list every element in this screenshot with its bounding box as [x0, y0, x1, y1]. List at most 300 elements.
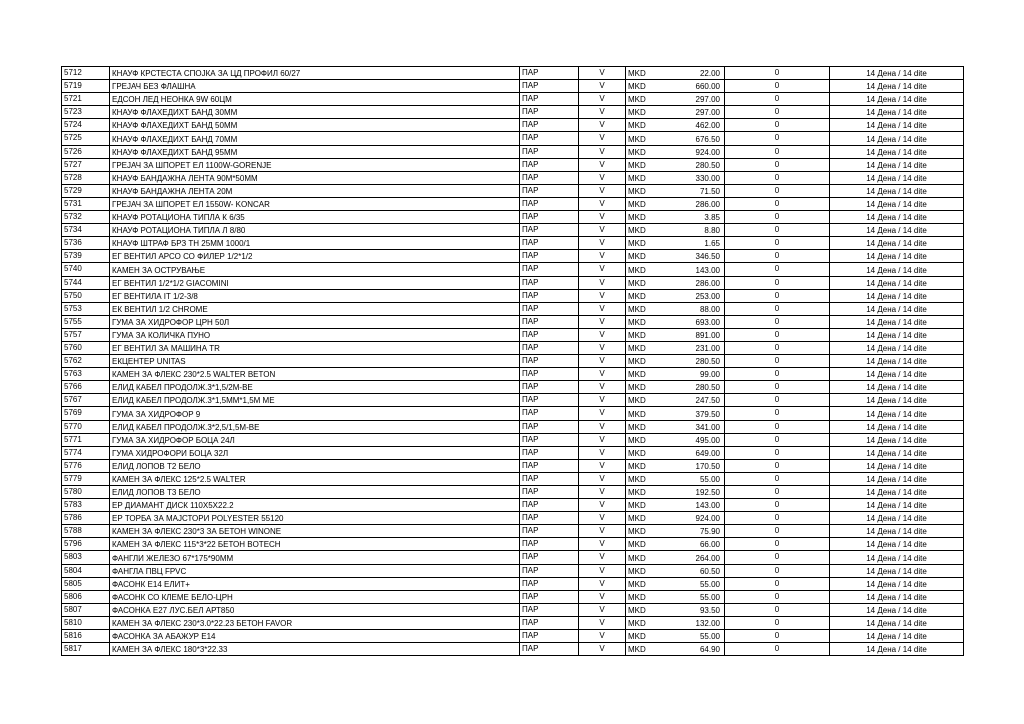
- delivery-term-cell: 14 Дена / 14 dite: [830, 368, 964, 381]
- table-row: [62, 211, 964, 224]
- unit-cell: ПАР: [520, 407, 579, 420]
- delivery-term-cell: 14 Дена / 14 dite: [830, 302, 964, 315]
- delivery-term-cell: 14 Дена / 14 dite: [830, 472, 964, 485]
- delivery-term-cell: 14 Дена / 14 dite: [830, 499, 964, 512]
- item-code-cell: 5776: [62, 459, 110, 472]
- quantity-cell: 0: [725, 355, 830, 368]
- table-row: [62, 276, 964, 289]
- currency-cell: MKD: [626, 643, 662, 656]
- quantity-cell: 0: [725, 538, 830, 551]
- delivery-term-cell: 14 Дена / 14 dite: [830, 197, 964, 210]
- currency-cell: MKD: [626, 119, 662, 132]
- unit-cell: ПАР: [520, 499, 579, 512]
- item-code-cell: 5712: [62, 67, 110, 80]
- currency-cell: MKD: [626, 184, 662, 197]
- currency-cell: MKD: [626, 420, 662, 433]
- delivery-term-cell: 14 Дена / 14 dite: [830, 315, 964, 328]
- vat-cell: V: [579, 263, 626, 276]
- price-cell: 253.00: [662, 289, 725, 302]
- currency-cell: MKD: [626, 132, 662, 145]
- item-code-cell: 5804: [62, 564, 110, 577]
- vat-cell: V: [579, 525, 626, 538]
- quantity-cell: 0: [725, 616, 830, 629]
- delivery-term-cell: 14 Дена / 14 dite: [830, 158, 964, 171]
- delivery-term-cell: 14 Дена / 14 dite: [830, 407, 964, 420]
- item-code-cell: 5763: [62, 368, 110, 381]
- delivery-term-cell: 14 Дена / 14 dite: [830, 538, 964, 551]
- quantity-cell: 0: [725, 224, 830, 237]
- currency-cell: MKD: [626, 211, 662, 224]
- vat-cell: V: [579, 446, 626, 459]
- item-name-cell: ФАСОНК Е14 ЕЛИТ+: [110, 577, 520, 590]
- item-name-cell: ГУМА ХИДРОФОРИ БОЦА 32Л: [110, 446, 520, 459]
- item-code-cell: 5807: [62, 603, 110, 616]
- vat-cell: V: [579, 276, 626, 289]
- currency-cell: MKD: [626, 171, 662, 184]
- table-row: [62, 67, 964, 80]
- currency-cell: MKD: [626, 263, 662, 276]
- delivery-term-cell: 14 Дена / 14 dite: [830, 616, 964, 629]
- item-name-cell: ГУМА ЗА ХИДРОФОР ЦРН 50Л: [110, 315, 520, 328]
- quantity-cell: 0: [725, 315, 830, 328]
- currency-cell: MKD: [626, 145, 662, 158]
- delivery-term-cell: 14 Дена / 14 dite: [830, 341, 964, 354]
- price-cell: 99.00: [662, 368, 725, 381]
- price-cell: 297.00: [662, 106, 725, 119]
- price-cell: 143.00: [662, 499, 725, 512]
- table-row: [62, 590, 964, 603]
- price-cell: 280.50: [662, 158, 725, 171]
- vat-cell: V: [579, 420, 626, 433]
- currency-cell: MKD: [626, 630, 662, 643]
- item-code-cell: 5726: [62, 145, 110, 158]
- delivery-term-cell: 14 Дена / 14 dite: [830, 263, 964, 276]
- currency-cell: MKD: [626, 197, 662, 210]
- vat-cell: V: [579, 145, 626, 158]
- vat-cell: V: [579, 67, 626, 80]
- item-name-cell: ЕЛИД ЛОПОВ Т2 БЕЛО: [110, 459, 520, 472]
- unit-cell: ПАР: [520, 328, 579, 341]
- delivery-term-cell: 14 Дена / 14 dite: [830, 67, 964, 80]
- unit-cell: ПАР: [520, 643, 579, 656]
- unit-cell: ПАР: [520, 603, 579, 616]
- price-cell: 75.90: [662, 525, 725, 538]
- delivery-term-cell: 14 Дена / 14 dite: [830, 106, 964, 119]
- vat-cell: V: [579, 171, 626, 184]
- vat-cell: V: [579, 486, 626, 499]
- delivery-term-cell: 14 Дена / 14 dite: [830, 132, 964, 145]
- table-row: [62, 224, 964, 237]
- item-code-cell: 5766: [62, 381, 110, 394]
- vat-cell: V: [579, 590, 626, 603]
- vat-cell: V: [579, 328, 626, 341]
- item-code-cell: 5725: [62, 132, 110, 145]
- unit-cell: ПАР: [520, 355, 579, 368]
- currency-cell: MKD: [626, 616, 662, 629]
- currency-cell: MKD: [626, 512, 662, 525]
- item-name-cell: ЕР ТОРБА ЗА МАЈСТОРИ POLYESTER 55120: [110, 512, 520, 525]
- vat-cell: V: [579, 603, 626, 616]
- table-row: [62, 145, 964, 158]
- item-name-cell: ЕГ ВЕНТИЛ 1/2*1/2 GIACOMINI: [110, 276, 520, 289]
- unit-cell: ПАР: [520, 237, 579, 250]
- currency-cell: MKD: [626, 446, 662, 459]
- table-row: [62, 577, 964, 590]
- item-name-cell: ЕГ ВЕНТИЛ АРСО СО ФИЛЕР 1/2*1/2: [110, 250, 520, 263]
- unit-cell: ПАР: [520, 158, 579, 171]
- table-row: [62, 472, 964, 485]
- currency-cell: MKD: [626, 302, 662, 315]
- price-cell: 495.00: [662, 433, 725, 446]
- vat-cell: V: [579, 381, 626, 394]
- vat-cell: V: [579, 459, 626, 472]
- price-cell: 346.50: [662, 250, 725, 263]
- table-row: [62, 525, 964, 538]
- price-cell: 88.00: [662, 302, 725, 315]
- unit-cell: ПАР: [520, 276, 579, 289]
- item-name-cell: КАМЕН ЗА ФЛЕКС 180*3*22.33: [110, 643, 520, 656]
- item-code-cell: 5805: [62, 577, 110, 590]
- item-name-cell: ГРЕЈАЧ БЕЗ ФЛАШНА: [110, 80, 520, 93]
- currency-cell: MKD: [626, 355, 662, 368]
- unit-cell: ПАР: [520, 197, 579, 210]
- item-code-cell: 5780: [62, 486, 110, 499]
- unit-cell: ПАР: [520, 538, 579, 551]
- price-cell: 649.00: [662, 446, 725, 459]
- unit-cell: ПАР: [520, 577, 579, 590]
- price-cell: 462.00: [662, 119, 725, 132]
- delivery-term-cell: 14 Дена / 14 dite: [830, 276, 964, 289]
- item-name-cell: КАМЕН ЗА ФЛЕКС 115*3*22 БЕТОН BOTECH: [110, 538, 520, 551]
- currency-cell: MKD: [626, 486, 662, 499]
- unit-cell: ПАР: [520, 368, 579, 381]
- currency-cell: MKD: [626, 93, 662, 106]
- currency-cell: MKD: [626, 328, 662, 341]
- vat-cell: V: [579, 341, 626, 354]
- table-row: [62, 381, 964, 394]
- price-list-table: [61, 66, 964, 656]
- item-code-cell: 5817: [62, 643, 110, 656]
- quantity-cell: 0: [725, 276, 830, 289]
- quantity-cell: 0: [725, 263, 830, 276]
- quantity-cell: 0: [725, 486, 830, 499]
- item-code-cell: 5788: [62, 525, 110, 538]
- item-name-cell: КНАУФ ФЛАХЕДИХТ БАНД 70ММ: [110, 132, 520, 145]
- vat-cell: V: [579, 616, 626, 629]
- table-row: [62, 564, 964, 577]
- item-code-cell: 5732: [62, 211, 110, 224]
- item-name-cell: ЕЛИД ЛОПОВ Т3 БЕЛО: [110, 486, 520, 499]
- unit-cell: ПАР: [520, 250, 579, 263]
- quantity-cell: 0: [725, 184, 830, 197]
- item-name-cell: КНАУФ РОТАЦИОНА ТИПЛА Л 8/80: [110, 224, 520, 237]
- price-cell: 55.00: [662, 590, 725, 603]
- price-cell: 341.00: [662, 420, 725, 433]
- price-cell: 22.00: [662, 67, 725, 80]
- table-row: [62, 420, 964, 433]
- quantity-cell: 0: [725, 603, 830, 616]
- item-code-cell: 5771: [62, 433, 110, 446]
- price-cell: 924.00: [662, 512, 725, 525]
- price-cell: 693.00: [662, 315, 725, 328]
- quantity-cell: 0: [725, 80, 830, 93]
- currency-cell: MKD: [626, 315, 662, 328]
- quantity-cell: 0: [725, 328, 830, 341]
- table-row: [62, 93, 964, 106]
- table-row: [62, 289, 964, 302]
- item-name-cell: КАМЕН ЗА ФЛЕКС 230*3.0*22.23 БЕТОН FAVOR: [110, 616, 520, 629]
- quantity-cell: 0: [725, 132, 830, 145]
- unit-cell: ПАР: [520, 263, 579, 276]
- vat-cell: V: [579, 355, 626, 368]
- table-row: [62, 368, 964, 381]
- delivery-term-cell: 14 Дена / 14 dite: [830, 446, 964, 459]
- price-cell: 660.00: [662, 80, 725, 93]
- quantity-cell: 0: [725, 564, 830, 577]
- item-name-cell: КАМЕН ЗА ФЛЕКС 230*3 ЗА БЕТОН WINONE: [110, 525, 520, 538]
- item-name-cell: КНАУФ БАНДАЖНА ЛЕНТА 20М: [110, 184, 520, 197]
- quantity-cell: 0: [725, 67, 830, 80]
- delivery-term-cell: 14 Дена / 14 dite: [830, 237, 964, 250]
- table-row: [62, 499, 964, 512]
- item-name-cell: КНАУФ ФЛАХЕДИХТ БАНД 95ММ: [110, 145, 520, 158]
- delivery-term-cell: 14 Дена / 14 dite: [830, 590, 964, 603]
- quantity-cell: 0: [725, 433, 830, 446]
- unit-cell: ПАР: [520, 525, 579, 538]
- item-code-cell: 5750: [62, 289, 110, 302]
- delivery-term-cell: 14 Дена / 14 dite: [830, 420, 964, 433]
- delivery-term-cell: 14 Дена / 14 dite: [830, 525, 964, 538]
- quantity-cell: 0: [725, 459, 830, 472]
- unit-cell: ПАР: [520, 289, 579, 302]
- delivery-term-cell: 14 Дена / 14 dite: [830, 145, 964, 158]
- table-row: [62, 394, 964, 407]
- delivery-term-cell: 14 Дена / 14 dite: [830, 80, 964, 93]
- table-row: [62, 355, 964, 368]
- item-code-cell: 5719: [62, 80, 110, 93]
- unit-cell: ПАР: [520, 132, 579, 145]
- table-row: [62, 407, 964, 420]
- currency-cell: MKD: [626, 538, 662, 551]
- item-name-cell: ФАСОНКА ЗА АБАЖУР Е14: [110, 630, 520, 643]
- price-cell: 297.00: [662, 93, 725, 106]
- item-name-cell: ЕЛИД КАБЕЛ ПРОДОЛЖ.3*1,5/2М-ВЕ: [110, 381, 520, 394]
- unit-cell: ПАР: [520, 420, 579, 433]
- vat-cell: V: [579, 512, 626, 525]
- price-cell: 170.50: [662, 459, 725, 472]
- price-cell: 3.85: [662, 211, 725, 224]
- delivery-term-cell: 14 Дена / 14 dite: [830, 564, 964, 577]
- quantity-cell: 0: [725, 512, 830, 525]
- item-code-cell: 5734: [62, 224, 110, 237]
- item-code-cell: 5786: [62, 512, 110, 525]
- unit-cell: ПАР: [520, 630, 579, 643]
- table-row: [62, 603, 964, 616]
- item-name-cell: КНАУФ РОТАЦИОНА ТИПЛА К 6/35: [110, 211, 520, 224]
- item-name-cell: ГРЕЈАЧ ЗА ШПОРЕТ ЕЛ 1100W-GORENJE: [110, 158, 520, 171]
- delivery-term-cell: 14 Дена / 14 dite: [830, 184, 964, 197]
- table-row: [62, 630, 964, 643]
- item-code-cell: 5769: [62, 407, 110, 420]
- price-cell: 64.90: [662, 643, 725, 656]
- unit-cell: ПАР: [520, 145, 579, 158]
- delivery-term-cell: 14 Дена / 14 dite: [830, 603, 964, 616]
- quantity-cell: 0: [725, 499, 830, 512]
- price-cell: 66.00: [662, 538, 725, 551]
- delivery-term-cell: 14 Дена / 14 dite: [830, 512, 964, 525]
- item-name-cell: КАМЕН ЗА ФЛЕКС 125*2.5 WALTER: [110, 472, 520, 485]
- delivery-term-cell: 14 Дена / 14 dite: [830, 250, 964, 263]
- table-row: [62, 446, 964, 459]
- item-code-cell: 5770: [62, 420, 110, 433]
- unit-cell: ПАР: [520, 512, 579, 525]
- currency-cell: MKD: [626, 224, 662, 237]
- currency-cell: MKD: [626, 237, 662, 250]
- item-name-cell: ЕЛИД КАБЕЛ ПРОДОЛЖ.3*2,5/1,5М-ВЕ: [110, 420, 520, 433]
- item-code-cell: 5796: [62, 538, 110, 551]
- vat-cell: V: [579, 643, 626, 656]
- item-code-cell: 5736: [62, 237, 110, 250]
- quantity-cell: 0: [725, 211, 830, 224]
- currency-cell: MKD: [626, 368, 662, 381]
- vat-cell: V: [579, 237, 626, 250]
- currency-cell: MKD: [626, 459, 662, 472]
- currency-cell: MKD: [626, 394, 662, 407]
- vat-cell: V: [579, 289, 626, 302]
- quantity-cell: 0: [725, 551, 830, 564]
- vat-cell: V: [579, 224, 626, 237]
- vat-cell: V: [579, 499, 626, 512]
- vat-cell: V: [579, 407, 626, 420]
- quantity-cell: 0: [725, 237, 830, 250]
- currency-cell: MKD: [626, 289, 662, 302]
- price-cell: 93.50: [662, 603, 725, 616]
- currency-cell: MKD: [626, 276, 662, 289]
- unit-cell: ПАР: [520, 224, 579, 237]
- quantity-cell: 0: [725, 368, 830, 381]
- vat-cell: V: [579, 93, 626, 106]
- table-row: [62, 486, 964, 499]
- item-name-cell: ЕК ВЕНТИЛ 1/2 CHROME: [110, 302, 520, 315]
- unit-cell: ПАР: [520, 93, 579, 106]
- table-row: [62, 459, 964, 472]
- item-name-cell: КНАУФ ФЛАХЕДИХТ БАНД 50ММ: [110, 119, 520, 132]
- delivery-term-cell: 14 Дена / 14 dite: [830, 93, 964, 106]
- quantity-cell: 0: [725, 93, 830, 106]
- item-code-cell: 5739: [62, 250, 110, 263]
- currency-cell: MKD: [626, 381, 662, 394]
- price-cell: 676.50: [662, 132, 725, 145]
- currency-cell: MKD: [626, 433, 662, 446]
- price-cell: 55.00: [662, 472, 725, 485]
- item-name-cell: ФАСОНК СО КЛЕМЕ БЕЛО-ЦРН: [110, 590, 520, 603]
- item-code-cell: 5724: [62, 119, 110, 132]
- item-code-cell: 5767: [62, 394, 110, 407]
- unit-cell: ПАР: [520, 184, 579, 197]
- currency-cell: MKD: [626, 106, 662, 119]
- item-name-cell: ЕР ДИАМАНТ ДИСК 110X5X22.2: [110, 499, 520, 512]
- price-cell: 8.80: [662, 224, 725, 237]
- currency-cell: MKD: [626, 472, 662, 485]
- quantity-cell: 0: [725, 525, 830, 538]
- item-code-cell: 5806: [62, 590, 110, 603]
- vat-cell: V: [579, 394, 626, 407]
- item-name-cell: ФАНГЛИ ЖЕЛЕЗО 67*175*90ММ: [110, 551, 520, 564]
- item-code-cell: 5783: [62, 499, 110, 512]
- delivery-term-cell: 14 Дена / 14 dite: [830, 577, 964, 590]
- vat-cell: V: [579, 564, 626, 577]
- vat-cell: V: [579, 538, 626, 551]
- unit-cell: ПАР: [520, 486, 579, 499]
- delivery-term-cell: 14 Дена / 14 dite: [830, 459, 964, 472]
- item-code-cell: 5760: [62, 341, 110, 354]
- currency-cell: MKD: [626, 80, 662, 93]
- delivery-term-cell: 14 Дена / 14 dite: [830, 211, 964, 224]
- item-code-cell: 5731: [62, 197, 110, 210]
- vat-cell: V: [579, 551, 626, 564]
- quantity-cell: 0: [725, 158, 830, 171]
- currency-cell: MKD: [626, 250, 662, 263]
- table-row: [62, 616, 964, 629]
- table-row: [62, 197, 964, 210]
- vat-cell: V: [579, 197, 626, 210]
- quantity-cell: 0: [725, 472, 830, 485]
- table-row: [62, 302, 964, 315]
- quantity-cell: 0: [725, 643, 830, 656]
- unit-cell: ПАР: [520, 106, 579, 119]
- unit-cell: ПАР: [520, 564, 579, 577]
- price-cell: 71.50: [662, 184, 725, 197]
- unit-cell: ПАР: [520, 394, 579, 407]
- item-name-cell: КНАУФ БАНДАЖНА ЛЕНТА 90М*50ММ: [110, 171, 520, 184]
- item-code-cell: 5729: [62, 184, 110, 197]
- quantity-cell: 0: [725, 407, 830, 420]
- table-row: [62, 328, 964, 341]
- price-cell: 247.50: [662, 394, 725, 407]
- item-code-cell: 5816: [62, 630, 110, 643]
- unit-cell: ПАР: [520, 381, 579, 394]
- vat-cell: V: [579, 577, 626, 590]
- table-row: [62, 250, 964, 263]
- delivery-term-cell: 14 Дена / 14 dite: [830, 328, 964, 341]
- vat-cell: V: [579, 250, 626, 263]
- currency-cell: MKD: [626, 577, 662, 590]
- currency-cell: MKD: [626, 407, 662, 420]
- item-code-cell: 5779: [62, 472, 110, 485]
- price-cell: 143.00: [662, 263, 725, 276]
- quantity-cell: 0: [725, 381, 830, 394]
- item-name-cell: ГУМА ЗА КОЛИЧКА ПУНО: [110, 328, 520, 341]
- item-name-cell: ГУМА ЗА ХИДРОФОР БОЦА 24Л: [110, 433, 520, 446]
- item-code-cell: 5803: [62, 551, 110, 564]
- vat-cell: V: [579, 630, 626, 643]
- price-cell: 132.00: [662, 616, 725, 629]
- vat-cell: V: [579, 80, 626, 93]
- item-code-cell: 5740: [62, 263, 110, 276]
- price-cell: 379.50: [662, 407, 725, 420]
- quantity-cell: 0: [725, 341, 830, 354]
- item-name-cell: ЕДСОН ЛЕД НЕОНКА 9W 60ЦМ: [110, 93, 520, 106]
- item-name-cell: ГУМА ЗА ХИДРОФОР 9: [110, 407, 520, 420]
- item-code-cell: 5755: [62, 315, 110, 328]
- price-cell: 192.50: [662, 486, 725, 499]
- price-cell: 1.65: [662, 237, 725, 250]
- table-row: [62, 315, 964, 328]
- table-row: [62, 433, 964, 446]
- item-code-cell: 5723: [62, 106, 110, 119]
- price-cell: 330.00: [662, 171, 725, 184]
- unit-cell: ПАР: [520, 446, 579, 459]
